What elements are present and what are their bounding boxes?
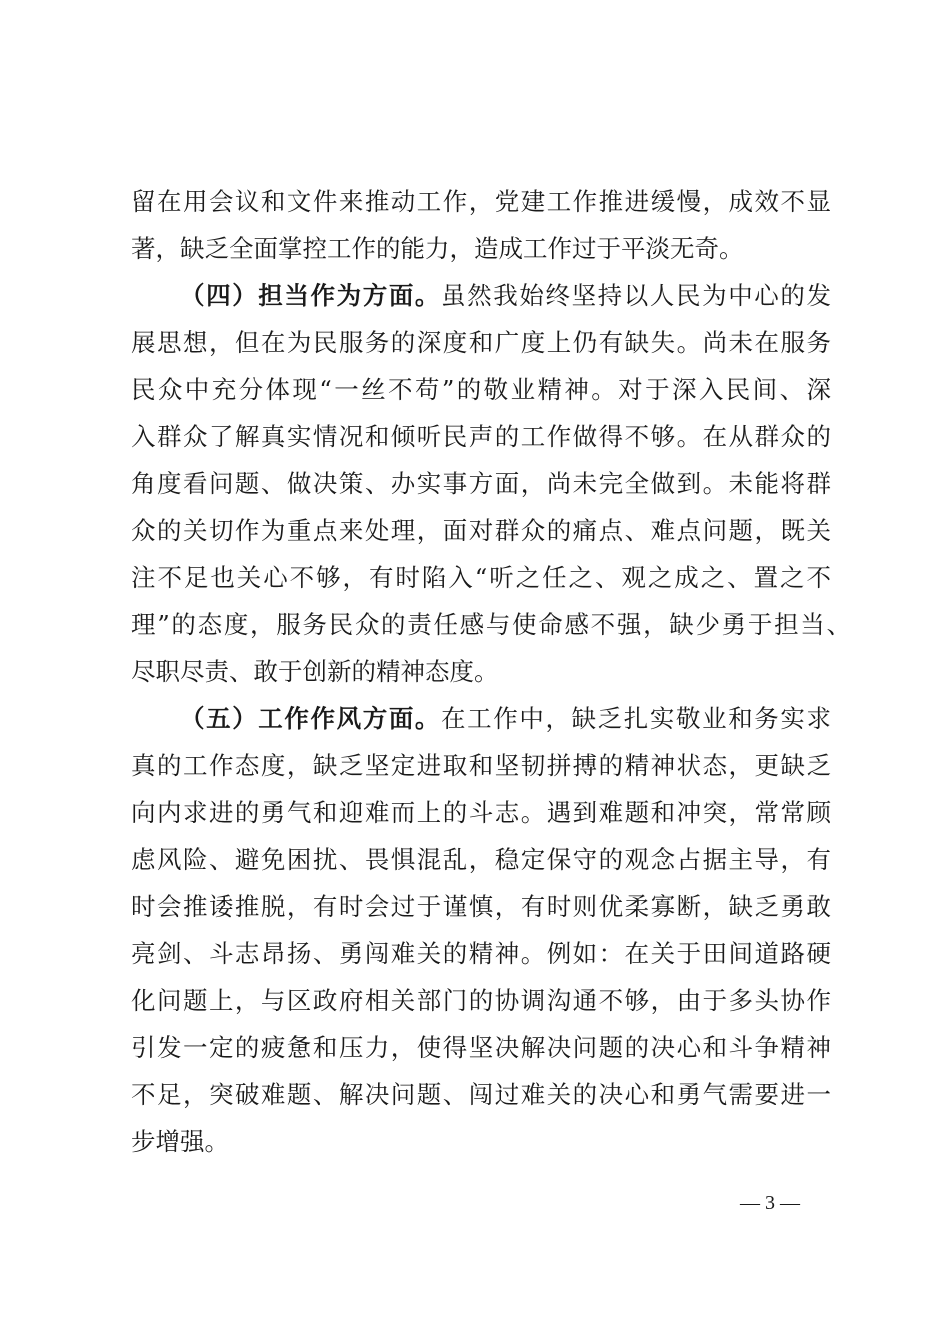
- section-4-first-line-text: 虽然我始终坚持以人民为中心的发: [441, 281, 832, 310]
- body-line: 展思想，但在为民服务的深度和广度上仍有缺失。尚未在服务: [131, 328, 831, 357]
- body-line: 入群众了解真实情况和倾听民声的工作做得不够。在从群众的: [131, 422, 831, 451]
- body-line: 真的工作态度，缺乏坚定进取和坚韧拼搏的精神状态，更缺乏: [131, 751, 831, 780]
- body-line: 亮剑、斗志昂扬、勇闯难关的精神。例如：在关于田间道路硬: [131, 939, 831, 968]
- section-4-heading: （四）担当作为方面。: [180, 281, 442, 310]
- body-line: 化问题上，与区政府相关部门的协调沟通不够，由于多头协作: [131, 986, 831, 1015]
- body-line: 理”的态度，服务民众的责任感与使命感不强，缺少勇于担当、: [131, 610, 851, 639]
- body-line: 向内求进的勇气和迎难而上的斗志。遇到难题和冲突，常常顾: [131, 798, 831, 827]
- page-number: — 3 —: [740, 1192, 800, 1214]
- section-5-first-line: [180, 702, 831, 736]
- body-line: 不足，突破难题、解决问题、闯过难关的决心和勇气需要进一: [131, 1080, 831, 1109]
- section-5-first-line-text: 在工作中，缺乏扎实敬业和务实求: [441, 704, 832, 733]
- body-line: 角度看问题、做决策、办实事方面，尚未完全做到。未能将群: [131, 469, 831, 498]
- body-line: 众的关切作为重点来处理，面对群众的痛点、难点问题，既关: [131, 516, 831, 545]
- section-5-heading: （五）工作作风方面。: [180, 704, 442, 733]
- body-line: 尽职尽责、敢于创新的精神态度。: [131, 657, 499, 686]
- body-line: 注不足也关心不够，有时陷入“听之任之、观之成之、置之不: [131, 563, 831, 592]
- body-line: 时会推诿推脱，有时会过于谨慎，有时则优柔寡断，缺乏勇敢: [131, 892, 831, 921]
- body-line: 引发一定的疲惫和压力，使得坚决解决问题的决心和斗争精神: [131, 1033, 831, 1062]
- body-line: 步增强。: [131, 1127, 229, 1156]
- body-line: 著，缺乏全面掌控工作的能力，造成工作过于平淡无奇。: [131, 234, 744, 263]
- body-line: 民众中充分体现“一丝不苟”的敬业精神。对于深入民间、深: [131, 375, 831, 404]
- body-line: 虑风险、避免困扰、畏惧混乱，稳定保守的观念占据主导，有: [131, 845, 831, 874]
- section-4-first-line: [180, 279, 831, 313]
- body-line: 留在用会议和文件来推动工作，党建工作推进缓慢，成效不显: [131, 187, 831, 216]
